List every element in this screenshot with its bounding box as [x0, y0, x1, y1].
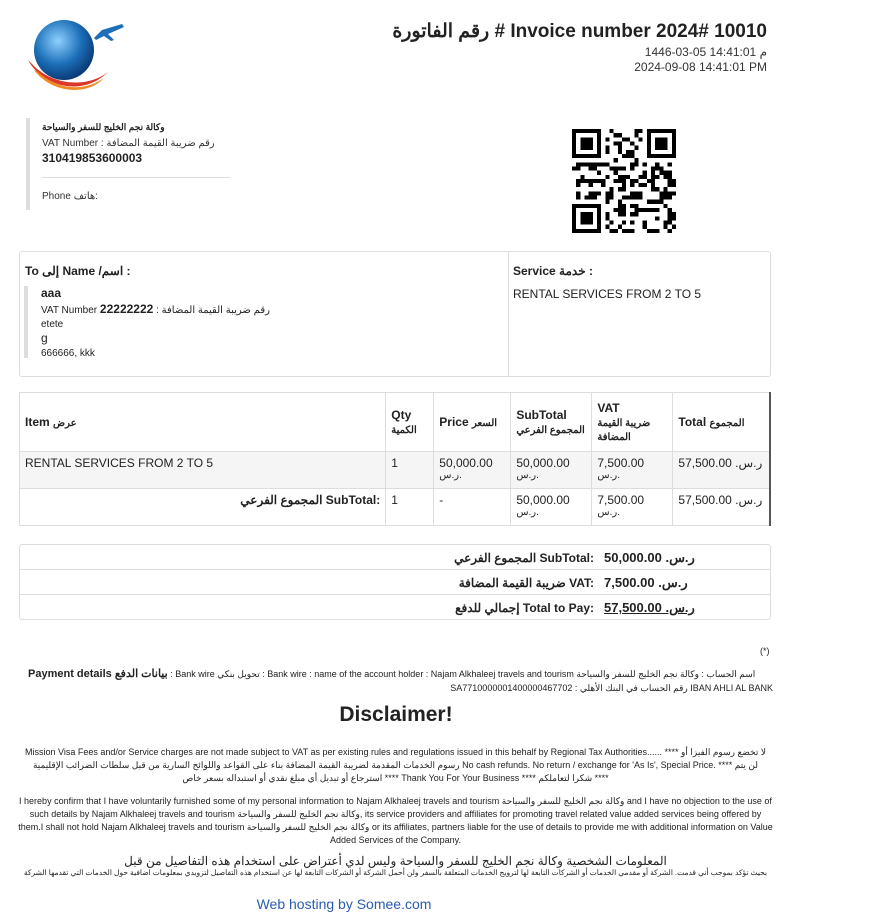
cell-price: 50,000.00 ر.س. [434, 452, 511, 489]
totals-subtotal-row [20, 545, 770, 570]
invoice-date-gregorian: 2024-09-08 14:41:01 PM [634, 60, 767, 74]
client-service-box [19, 251, 771, 377]
header-qty: Qty الكمية [386, 393, 434, 452]
client-column [20, 252, 509, 376]
cell-subtotal-label: المجموع الفرعي SubTotal: [20, 489, 386, 526]
items-table [19, 392, 771, 526]
cell-total: ر.س. 57,500.00 [673, 452, 770, 489]
cell-item: RENTAL SERVICES FROM 2 TO 5 [20, 452, 386, 489]
invoice-title: رقم الفاتورة # Invoice number 2024# 10010 [392, 21, 767, 42]
totals-total-label: إجمالي للدفع Total to Pay: [455, 601, 594, 615]
invoice-date-hijri: 1446-03-05 14:41:01 م [644, 45, 767, 59]
service-value: RENTAL SERVICES FROM 2 TO 5 [513, 287, 702, 301]
client-name: aaa [41, 286, 62, 300]
divider [42, 177, 230, 178]
cell-vat: 7,500.00 ر.س. [592, 489, 673, 526]
client-address-3: 666666, kkk [41, 348, 95, 359]
qr-code [572, 129, 676, 233]
cell-subtotal: 50,000.00 ر.س. [511, 489, 592, 526]
disclaimer-arabic-small: بحيث تؤكد بموجب أني قدمت. الشركة أو مقدمي الخدمات أو الشركات التابعة لها لترويج الخدمات المتعلقة بالسفر ولن أحمل الشركة أو الشركات التابعة لها عن استخدام هذه التفاصيل لتزويدي بمعلومات اضافية حول الخدمات التي تقدمها الشركة [23, 868, 768, 877]
header-total: Total المجموع [673, 393, 770, 452]
totals-total-value: ر.س. 57,500.00 [604, 600, 695, 615]
company-vat-number: 310419853600003 [42, 151, 143, 165]
payment-text-1: : Bank wire تحويل بنكي : Bank wire : name of the account holder : Najam Alkhaleej travels and tourism اسم الحساب : وكالة نجم الخليج للسفر والسياحة [170, 669, 756, 679]
cell-qty: 1 [386, 452, 434, 489]
table-subtotal-row [20, 489, 771, 526]
cell-total: ر.س. 57,500.00 [673, 489, 770, 526]
client-details [24, 286, 270, 358]
footnote-star: (*) [760, 646, 770, 656]
client-vat-number: 22222222 [99, 302, 154, 316]
company-logo [22, 16, 126, 96]
disclaimer-arabic-large: المعلومات الشخصية وكالة نجم الخليج للسفر والسياحة وليس لدي أعتراض على استخدام هذه التفاصيل من قبل [124, 854, 667, 868]
payment-label: Payment details بيانات الدفع [28, 668, 168, 680]
totals-box [19, 544, 771, 620]
company-info [26, 118, 242, 210]
payment-line-2: SA7710000001400000467702 : رقم الحساب في البنك الأهلي IBAN AHLI AL BANK [450, 683, 773, 693]
to-name-label: To إلى Name /اسم : [25, 264, 131, 278]
service-label: Service خدمة : [513, 264, 593, 278]
cell-subtotal: 50,000.00 ر.س. [511, 452, 592, 489]
client-address-1: etete [41, 319, 64, 330]
totals-subtotal-label: المجموع الفرعي SubTotal: [454, 551, 594, 565]
totals-total-row [20, 595, 770, 619]
client-vat [41, 302, 270, 316]
company-vat-label: VAT Number : رقم ضريبة القيمة المضافة [42, 138, 215, 149]
totals-vat-row [20, 570, 770, 595]
company-name: وكالة نجم الخليج للسفر والسياحة [42, 122, 165, 132]
cell-price: - [434, 489, 511, 526]
client-vat-arabic: : رقم ضريبة القيمة المضافة [156, 305, 270, 316]
totals-vat-value: ر.س. 7,500.00 [604, 575, 688, 590]
header-subtotal: SubTotal المجموع الفرعي [511, 393, 592, 452]
payment-line-1 [28, 667, 773, 680]
table-header-row [20, 393, 771, 452]
cell-vat: 7,500.00 ر.س. [592, 452, 673, 489]
header-vat: VAT ضريبة القيمة المضافة [592, 393, 673, 452]
totals-subtotal-value: ر.س. 50,000.00 [604, 550, 695, 565]
header-price: Price السعر [434, 393, 511, 452]
company-phone-label: Phone هاتف: [42, 191, 98, 202]
header-item: Item عرض [20, 393, 386, 452]
disclaimer-paragraph-1: Mission Visa Fees and/or Service charges are not made subject to VAT as per existing rules and regulations issued in this behalf by Regional Tax Authorities...... **** لا تخضع رسوم الفيزا أو رسوم الخدمات المقدمة لضريبة القيمة المضافة بناء على القواعد واللوائح السارية من قبل سلطات الضرائب الإقليمية No cash refunds. No return / exchange for 'As Is', Special Price. **** لن يتم استرجاع أو تبديل أي مبلغ نقدي أو استبداله بسعر خاص **** Thank You For Your Business **** شكرا لتعاملكم **** [24, 747, 766, 783]
payment-details [28, 667, 773, 694]
cell-qty: 1 [386, 489, 434, 526]
totals-vat-label: ضريبة القيمة المضافة VAT: [458, 576, 594, 590]
web-hosting-link[interactable]: Web hosting by Somee.com [256, 896, 432, 912]
disclaimer-paragraph-2: I hereby confirm that I have voluntarily furnished some of my personal information to Najam Alkhaleej travels and tourism وكالة نجم الخليج للسفر والسياحة and I have no objection to the use of such details by Najam Alkhaleej travels and tourism وكالة نجم الخليج للسفر والسياحة, its service providers and affiliates for promoting travel related value added services being offered by them.I shall not hold Najam Alkhaleej travels and tourism وكالة نجم الخليج للسفر والسياحة or its affiliates, partners liable for the use of details to provide me with additional information on Value Added Services of the Company. [18, 796, 773, 845]
disclaimer-title: Disclaimer! [339, 703, 453, 726]
disclaimer-text [18, 746, 773, 878]
client-address-2: g [41, 331, 48, 345]
table-row [20, 452, 771, 489]
client-vat-label: VAT Number [41, 305, 98, 316]
